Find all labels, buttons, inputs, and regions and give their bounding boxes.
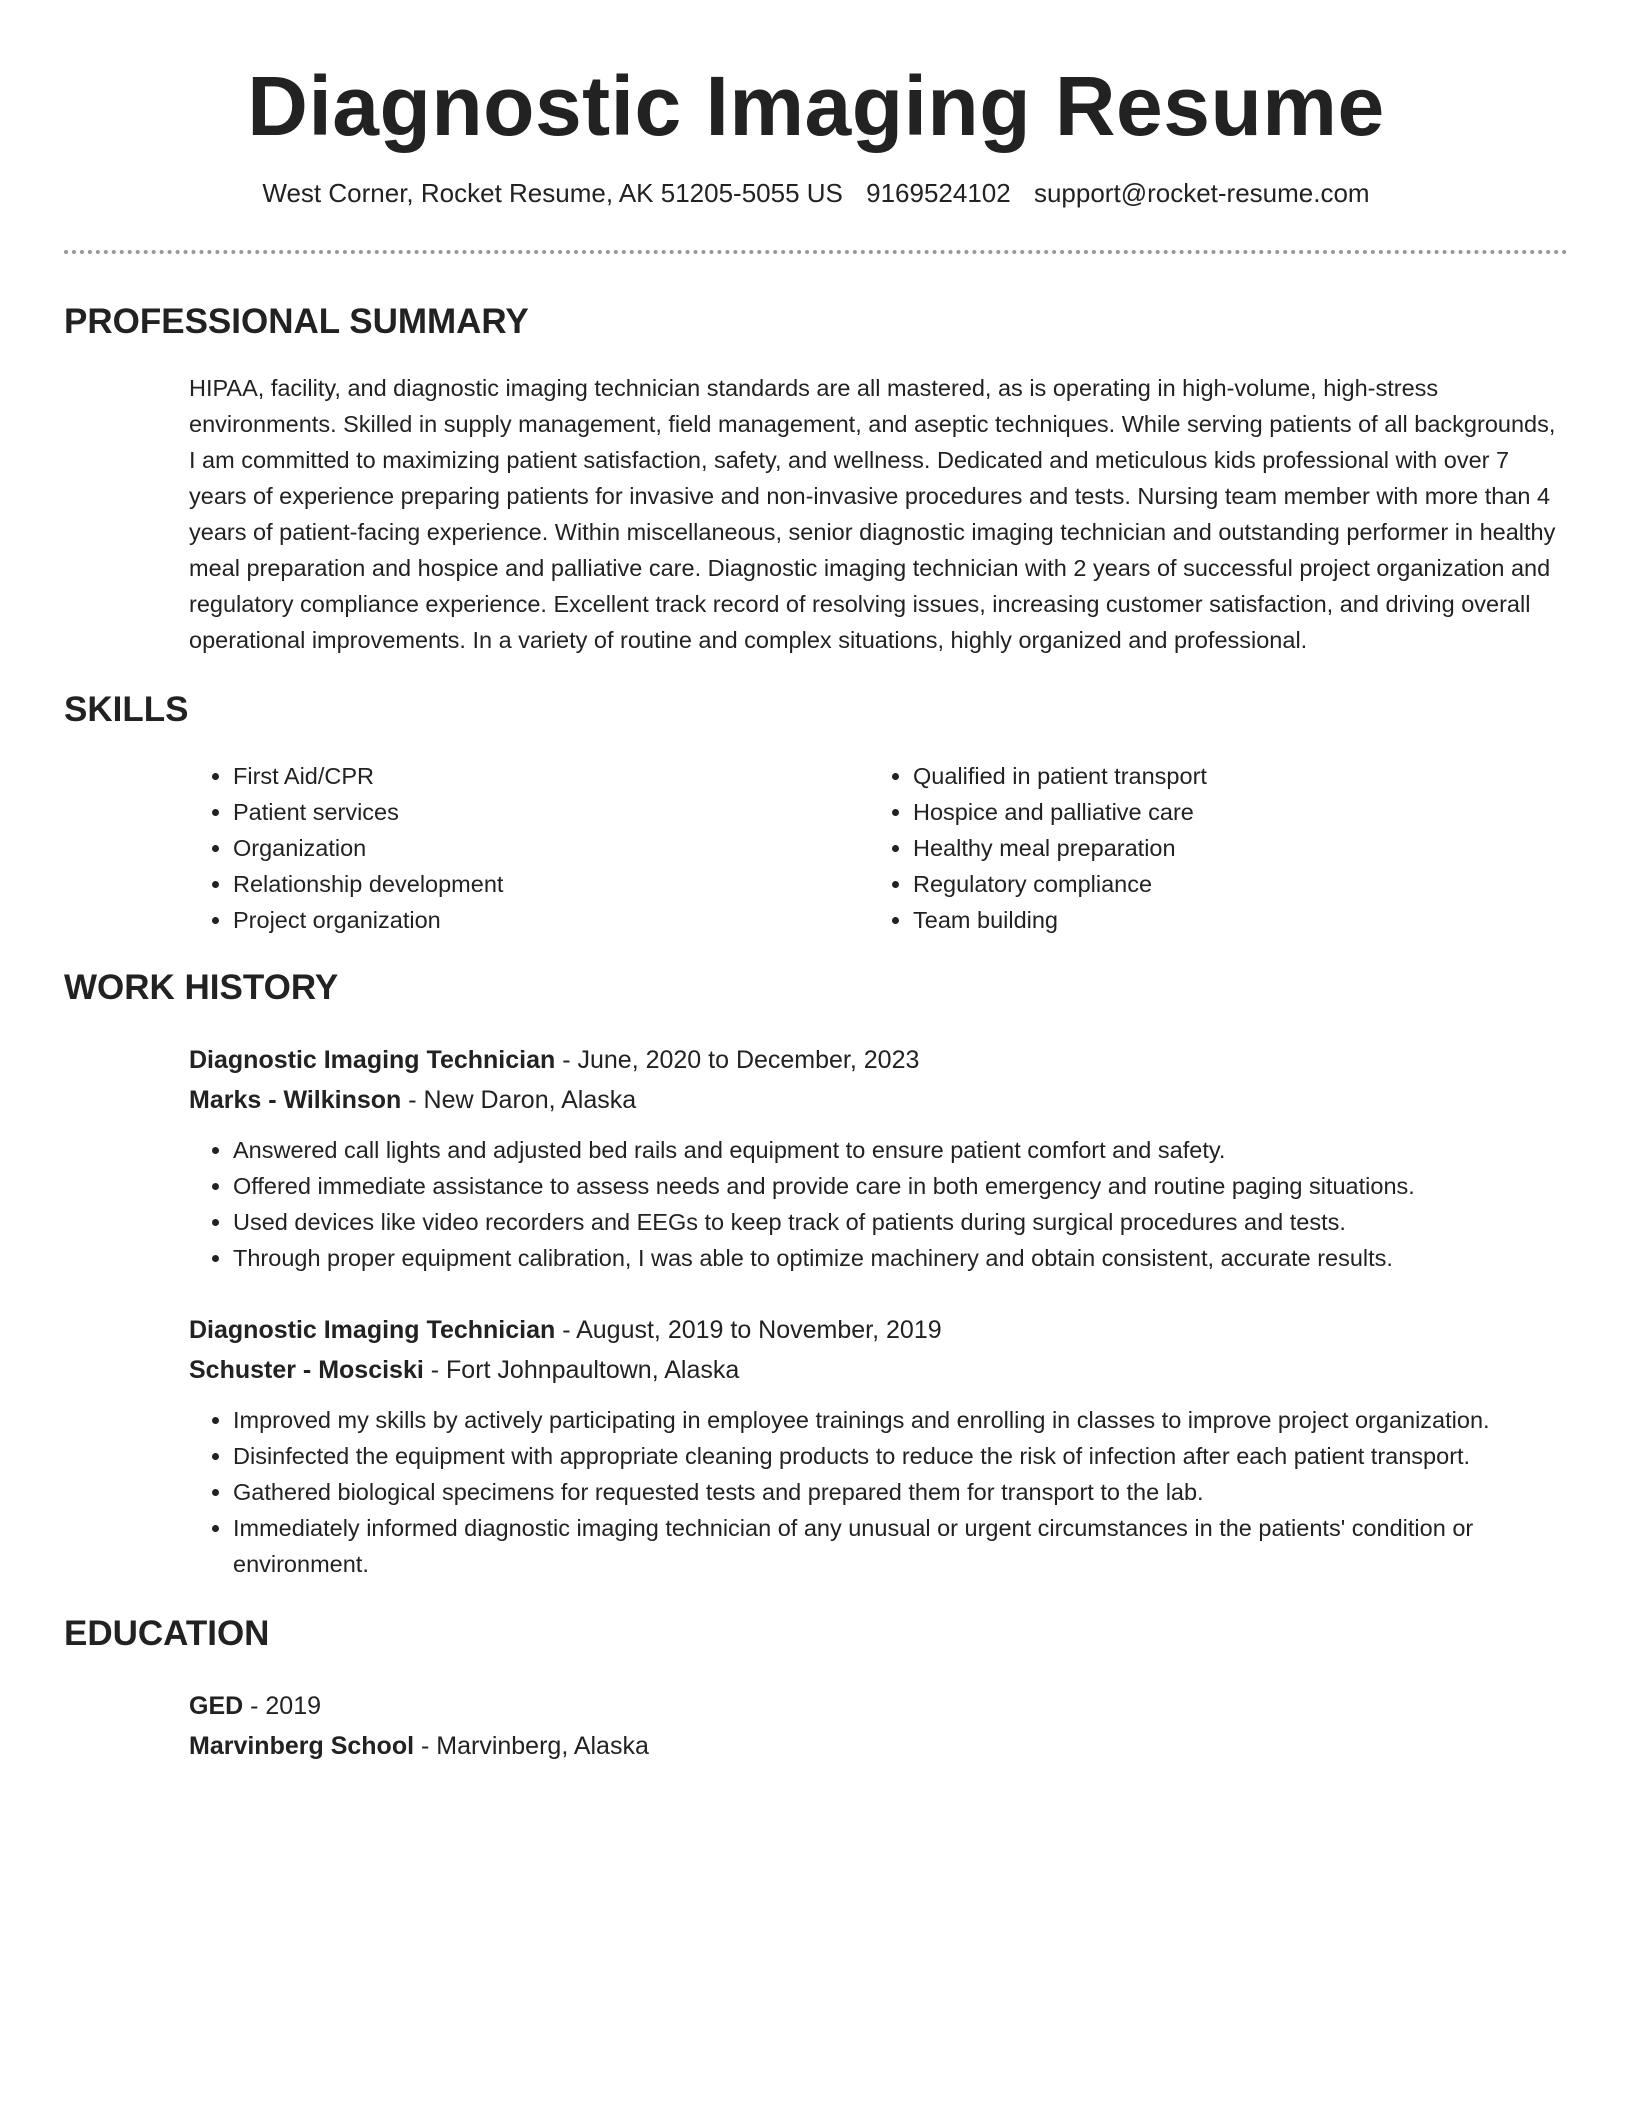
job-duties [189, 1132, 1568, 1276]
job-title: Diagnostic Imaging Technician [189, 1316, 556, 1344]
skills-heading: SKILLS [64, 690, 189, 729]
job-location: - New Daron, Alaska [401, 1086, 637, 1114]
education-heading: EDUCATION [64, 1614, 270, 1653]
job-location: - Fort Johnpaultown, Alaska [423, 1356, 740, 1384]
skill-item: • Hospice and palliative care [913, 794, 1549, 830]
contact-address: West Corner, Rocket Resume, AK 51205-5055 US [262, 178, 843, 208]
education-location: - Marvinberg, Alaska [414, 1732, 649, 1760]
job-duty: • Disinfected the equipment with appropriate cleaning products to reduce the risk of infection after each patient transport. [233, 1438, 1568, 1474]
summary-text: HIPAA, facility, and diagnostic imaging technician standards are all mastered, as is operating in high-volume, high-stress environments. Skilled in supply management, field management, and aseptic techniques. While serving patients of all backgrounds, I am committed to maximizing patient satisfaction, safety, and wellness. Dedicated and meticulous kids professional with over 7 years of experience preparing patients for invasive and non-invasive procedures and tests. Nursing team member with more than 4 years of patient-facing experience. Within miscellaneous, senior diagnostic imaging technician and outstanding performer in healthy meal preparation and hospice and palliative care. Diagnostic imaging technician with 2 years of successful project organization and regulatory compliance experience. Excellent track record of resolving issues, increasing customer satisfaction, and driving overall operational improvements. In a variety of routine and complex situations, highly organized and professional. [189, 375, 1556, 653]
education-degree-line [189, 1686, 1568, 1726]
job-duty: • Used devices like video recorders and EEGs to keep track of patients during surgical procedures and tests. [233, 1204, 1568, 1240]
job-company-line [189, 1080, 1568, 1120]
job-entry [189, 1040, 1568, 1276]
education-degree: GED [189, 1692, 244, 1720]
job-dates: - June, 2020 to December, 2023 [555, 1046, 920, 1074]
job-duty: • Gathered biological specimens for requested tests and prepared them for transport to the lab. [233, 1474, 1568, 1510]
education-school: Marvinberg School [189, 1732, 415, 1760]
job-title: Diagnostic Imaging Technician [189, 1046, 556, 1074]
skill-item: • Relationship development [233, 866, 869, 902]
skills-column-left [189, 758, 869, 938]
job-duty: • Through proper equipment calibration, I was able to optimize machinery and obtain consistent, accurate results. [233, 1240, 1568, 1276]
contact-email: support@rocket-resume.com [1033, 178, 1370, 208]
contact-phone: 9169524102 [866, 178, 1011, 208]
job-duty: • Immediately informed diagnostic imaging technician of any unusual or urgent circumstances in the patients' condition or environment. [233, 1510, 1568, 1582]
job-company: Marks - Wilkinson [189, 1086, 402, 1114]
education-year: - 2019 [243, 1692, 322, 1720]
job-title-line [189, 1310, 1568, 1350]
skill-item: • Organization [233, 830, 869, 866]
job-duties [189, 1402, 1568, 1582]
skill-item: • Healthy meal preparation [913, 830, 1549, 866]
skills-list [189, 758, 1568, 938]
skill-item: • Team building [913, 902, 1549, 938]
job-duty: • Improved my skills by actively participating in employee trainings and enrolling in classes to improve project organization. [233, 1402, 1568, 1438]
header-divider [64, 250, 1568, 254]
summary-heading: PROFESSIONAL SUMMARY [64, 302, 529, 341]
skill-item: • Project organization [233, 902, 869, 938]
job-dates: - August, 2019 to November, 2019 [555, 1316, 942, 1344]
contact-line [64, 176, 1568, 210]
education-entry [189, 1686, 1568, 1766]
job-company-line [189, 1350, 1568, 1390]
job-duty: • Offered immediate assistance to assess needs and provide care in both emergency and routine paging situations. [233, 1168, 1568, 1204]
job-duty: • Answered call lights and adjusted bed rails and equipment to ensure patient comfort and safety. [233, 1132, 1568, 1168]
job-company: Schuster - Mosciski [189, 1356, 424, 1384]
job-entry [189, 1310, 1568, 1582]
education-school-line [189, 1726, 1568, 1766]
work-history-heading: WORK HISTORY [64, 968, 339, 1007]
page-title: Diagnostic Imaging Resume [247, 59, 1385, 153]
skill-item: • Patient services [233, 794, 869, 830]
skills-column-right [869, 758, 1549, 938]
skill-item: • Qualified in patient transport [913, 758, 1549, 794]
resume-page [64, 0, 1568, 1766]
skill-item: • Regulatory compliance [913, 866, 1549, 902]
job-title-line [189, 1040, 1568, 1080]
skill-item: • First Aid/CPR [233, 758, 869, 794]
